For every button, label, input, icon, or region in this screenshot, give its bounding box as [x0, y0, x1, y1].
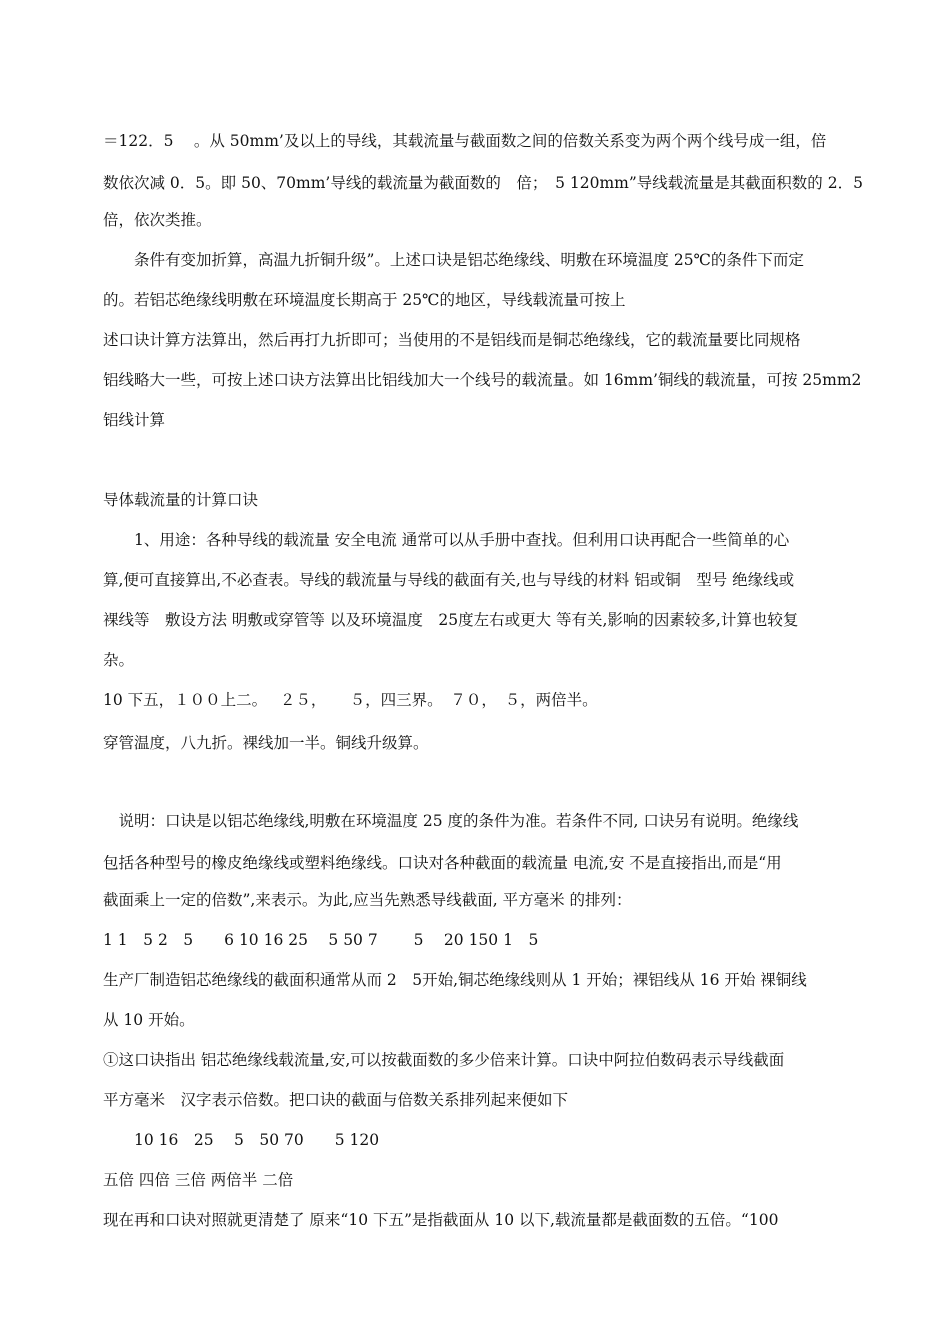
cross-section-list: 1 1 5 2 5 6 10 16 25 5 50 7 5 20 150 1 5 [103, 931, 539, 949]
text-line: 述口诀计算方法算出，然后再打九折即可；当使用的不是铝线而是铜芯绝缘线，它的载流量要比同规格 [103, 331, 801, 349]
text-line: 包括各种型号的橡皮绝缘线或塑料绝缘线。口诀对各种截面的载流量 电流,安 不是直接指出,而是“用 [103, 854, 782, 872]
text-line: 条件有变加折算，高温九折铜升级”。上述口诀是铝芯绝缘线、明敷在环境温度 25℃的条件下而定 [103, 251, 804, 269]
text-line: 1、用途：各种导线的载流量 安全电流 通常可以从手册中查找。但利用口诀再配合一些简单的心 [103, 531, 790, 549]
text-line: 算,便可直接算出,不必查表。导线的载流量与导线的截面有关,也与导线的材料 铝或铜 型号 绝缘线或 [103, 571, 795, 589]
text-line: ＝122．5 。从 50mm’及以上的导线，其载流量与截面数之间的倍数关系变为两个两个线号成一组，倍 [103, 132, 827, 150]
text-line: 杂。 [103, 651, 135, 669]
cross-section-list: 10 16 25 5 50 70 5 120 [103, 1131, 380, 1149]
text-line: 倍，依次类推。 [103, 211, 212, 229]
text-line: 数依次减 0．5。即 50、70mm’导线的载流量为截面数的 倍； 5 120mm”导线载流量是其截面积数的 2．5 [103, 174, 863, 192]
multiplier-list: 五倍 四倍 三倍 两倍半 二倍 [103, 1171, 294, 1189]
text-line: 的。若铝芯绝缘线明敷在环境温度长期高于 25℃的地区，导线载流量可按上 [103, 291, 626, 309]
section-heading: 导体载流量的计算口诀 [103, 491, 259, 509]
text-line: 现在再和口诀对照就更清楚了 原来“10 下五”是指截面从 10 以下,载流量都是截面数的五倍。“100 [103, 1211, 779, 1229]
text-line: 从 10 开始。 [103, 1011, 195, 1029]
text-line: 截面乘上一定的倍数”,来表示。为此,应当先熟悉导线截面, 平方毫米 的排列： [103, 891, 632, 909]
text-line: 生产厂制造铝芯绝缘线的截面积通常从而 2 5开始,铜芯绝缘线则从 1 开始；裸铝线从 16 开始 裸铜线 [103, 971, 807, 989]
text-line: 说明：口诀是以铝芯绝缘线,明敷在环境温度 25 度的条件为准。若条件不同, 口诀另有说明。绝缘线 [103, 812, 799, 830]
text-line: 裸线等 敷设方法 明敷或穿管等 以及环境温度 25度左右或更大 等有关,影响的因素较多,计算也较复 [103, 611, 799, 629]
text-line: ①这口诀指出 铝芯绝缘线载流量,安,可以按截面数的多少倍来计算。口诀中阿拉伯数码表示导线截面 [103, 1051, 785, 1069]
text-line: 平方毫米 汉字表示倍数。把口诀的截面与倍数关系排列起来便如下 [103, 1091, 569, 1109]
text-line: 铝线计算 [103, 411, 166, 429]
formula-line: 穿管温度，八九折。裸线加一半。铜线升级算。 [103, 734, 429, 752]
text-line: 铝线略大一些，可按上述口诀方法算出比铝线加大一个线号的载流量。如 16mm’铜线的载流量，可按 25mm2 [103, 371, 862, 389]
formula-line: 10 下五，１００上二。 ２５， ５，四三界。 ７０， ５，两倍半。 [103, 691, 598, 709]
